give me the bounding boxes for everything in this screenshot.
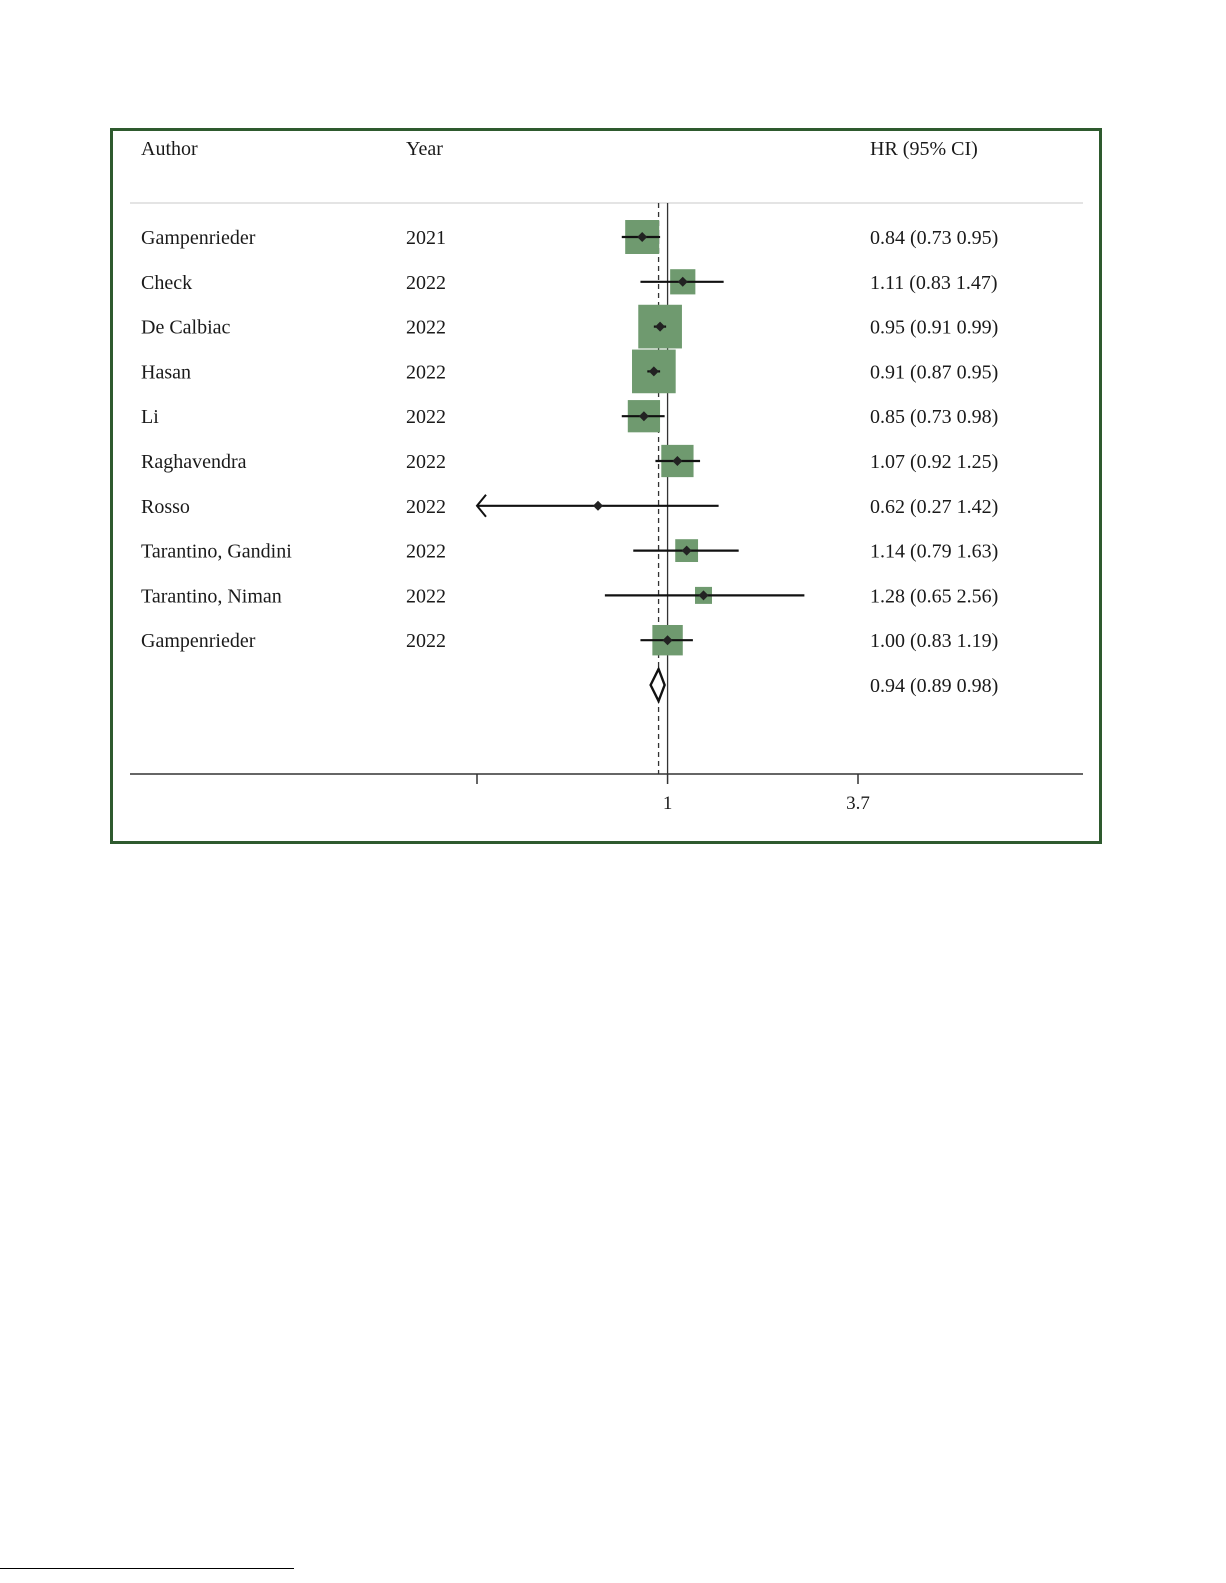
overall-hr-ci-label: 0.94 (0.89 0.98) <box>870 675 999 697</box>
study-year-label: 2022 <box>406 316 446 339</box>
study-author-label: Hasan <box>141 361 191 384</box>
col-header-year: Year <box>406 138 443 160</box>
study-year-label: 2021 <box>406 227 446 249</box>
x-axis-tick-label: 3.7 <box>846 793 870 814</box>
study-point-estimate <box>593 501 603 511</box>
study-hr-ci-label: 0.85 (0.73 0.98) <box>870 406 999 429</box>
study-hr-ci-label: 1.28 (0.65 2.56) <box>870 585 999 608</box>
study-year-label: 2022 <box>406 495 446 518</box>
study-author-label: Tarantino, Niman <box>141 585 282 608</box>
study-hr-ci-label: 1.14 (0.79 1.63) <box>870 540 999 563</box>
study-hr-ci-label: 0.84 (0.73 0.95) <box>870 227 999 249</box>
study-hr-ci-label: 1.07 (0.92 1.25) <box>870 451 999 473</box>
study-author-label: Gampenrieder <box>141 227 256 249</box>
study-hr-ci-label: 0.62 (0.27 1.42) <box>870 495 999 518</box>
study-author-label: Raghavendra <box>141 451 247 473</box>
col-header-effect: HR (95% CI) <box>870 138 978 160</box>
study-year-label: 2022 <box>406 540 446 563</box>
col-header-author: Author <box>141 138 198 160</box>
study-hr-ci-label: 0.95 (0.91 0.99) <box>870 316 999 339</box>
study-author-label: Tarantino, Gandini <box>141 540 292 563</box>
study-year-label: 2022 <box>406 361 446 384</box>
study-hr-ci-label: 1.11 (0.83 1.47) <box>870 271 998 294</box>
study-year-label: 2022 <box>406 271 446 294</box>
overall-diamond <box>651 669 665 701</box>
study-author-label: Check <box>141 271 193 294</box>
study-year-label: 2022 <box>406 585 446 608</box>
footnote-rule <box>0 1568 294 1569</box>
study-author-label: Rosso <box>141 495 190 518</box>
study-hr-ci-label: 1.00 (0.83 1.19) <box>870 630 999 653</box>
study-hr-ci-label: 0.91 (0.87 0.95) <box>870 361 999 384</box>
study-year-label: 2022 <box>406 630 446 653</box>
x-axis-tick-label: 1 <box>662 793 673 814</box>
study-author-label: Gampenrieder <box>141 630 256 653</box>
study-author-label: De Calbiac <box>141 316 231 339</box>
study-year-label: 2022 <box>406 451 446 473</box>
study-year-label: 2022 <box>406 406 446 429</box>
study-author-label: Li <box>141 406 159 429</box>
